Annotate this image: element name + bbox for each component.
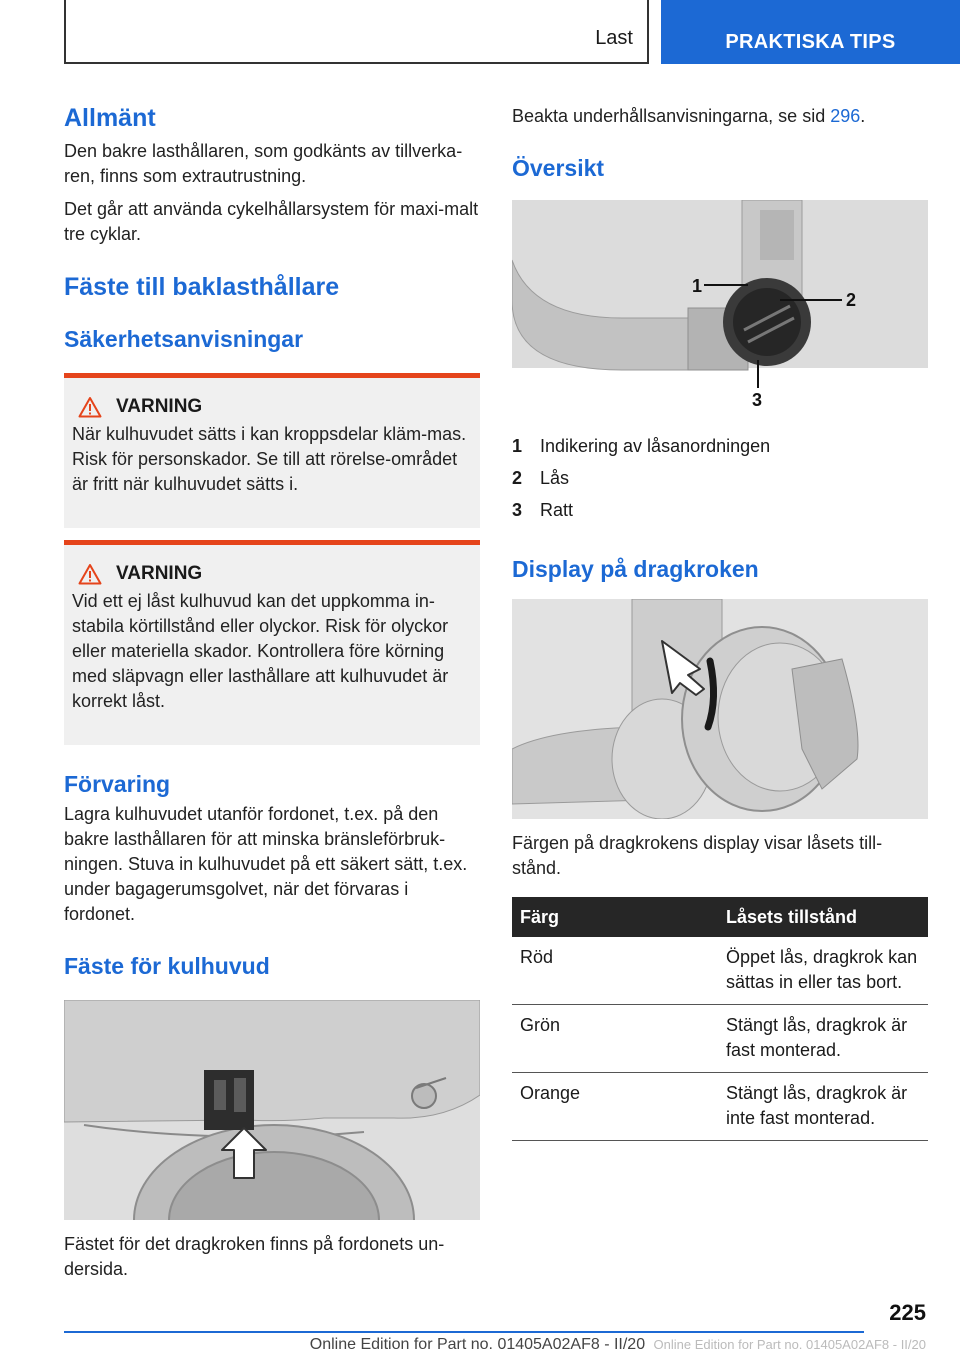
footer-watermark: Online Edition for Part no. 01405A02AF8 - II/20 [653,1337,926,1352]
table-cell: Orange [512,1073,718,1141]
left-column [64,100,480,1282]
footer-edition-text: Online Edition for Part no. 01405A02AF8 - II/20 [309,1336,646,1353]
legend-text: Indikering av låsanordningen [540,436,771,456]
heading-storage: Förvaring [64,771,171,797]
legend-text: Lås [540,468,570,488]
heading-display: Display på dragkroken [512,556,759,582]
table-cell: Stängt lås, dragkrok är fast monterad. [718,1005,928,1073]
header-section-title: Last [595,27,633,49]
table-row [512,1073,928,1141]
callout-3: 3 [752,390,763,410]
lock-status-table [512,897,928,1141]
heading-overview: Översikt [512,155,605,181]
legend-item [512,462,928,494]
heading-mount: Fäste till baklasthållare [64,273,340,301]
warning-box-1 [64,373,480,528]
warning-header-2 [72,563,472,585]
warning-title-2: VARNING [116,563,203,584]
overview-legend [512,430,928,526]
table-cell: Öppet lås, dragkrok kan sättas in eller tas bort. [718,937,928,1005]
legend-number: 2 [512,468,523,488]
ball-mount-illustration [64,1000,480,1220]
overview-illustration [512,200,928,420]
legend-number: 3 [512,500,523,520]
paragraph-storage: Lagra kulhuvudet utanför fordonet, t.ex. på den bakre lasthållaren för att minska bränsleförbruk-ningen. Stuva in kulhuvudet på ett säkert sätt, t.ex. under bagagerumsgolvet, när det förvaras i fordonet. [64,804,468,924]
heading-ball-mount: Fäste för kulhuvud [64,953,270,979]
paragraph-ball-mount: Fästet för det dragkroken finns på fordonets un-dersida. [64,1234,445,1279]
paragraph-general-2: Det går att använda cykelhållarsystem för maxi-malt tre cyklar. [64,199,479,244]
table-cell: Grön [512,1005,718,1073]
warning-text-1: När kulhuvudet sätts i kan kroppsdelar kläm-mas. Risk för personskador. Se till att rörelse-området är fritt när kulhuvudet sätts i. [72,424,467,494]
warning-title-1: VARNING [116,396,203,417]
paragraph-general-1: Den bakre lasthållaren, som godkänts av tillverka-ren, finns som extrautrustning. [64,141,463,186]
warning-triangle-icon [78,396,102,418]
page-number: 225 [889,1300,926,1325]
warning-text-2: Vid ett ej låst kulhuvud kan det uppkomma in-stabila körtillstånd eller olyckor. Risk för olyckor eller materiella skador. Kontrollera före körning med släpvagn eller lasthållare att kulhuvudet är korrekt låst. [72,591,449,711]
right-column [512,100,928,1141]
table-row [512,937,928,1005]
legend-number: 1 [512,436,523,456]
header-chapter-tab[interactable]: PRAKTISKA TIPS [661,0,960,64]
legend-text: Ratt [540,500,574,520]
table-header-row [512,897,928,937]
display-illustration [512,599,928,819]
warning-triangle-icon [78,563,102,585]
maintenance-text: Beakta underhållsanvisningarna, se sid [512,106,831,126]
warning-header-1 [72,396,472,418]
callout-2: 2 [846,290,857,310]
table-row [512,1005,928,1073]
legend-item [512,494,928,526]
table-header-state: Låsets tillstånd [718,897,928,937]
paragraph-maintenance [512,104,928,129]
page-link-296[interactable]: 296 [830,106,861,126]
header-section-box [64,0,649,64]
table-header-color: Färg [512,897,718,937]
table-cell: Röd [512,937,718,1005]
warning-box-2 [64,540,480,745]
heading-general: Allmänt [64,104,156,132]
footer-edition [0,1336,960,1354]
paragraph-display: Färgen på dragkrokens display visar låsets till-stånd. [512,833,883,878]
legend-item [512,430,928,462]
maintenance-suffix: . [860,106,866,126]
heading-safety: Säkerhetsanvisningar [64,326,304,352]
table-cell: Stängt lås, dragkrok är inte fast monterad. [718,1073,928,1141]
callout-1: 1 [692,276,703,296]
footer-divider [64,1331,864,1333]
